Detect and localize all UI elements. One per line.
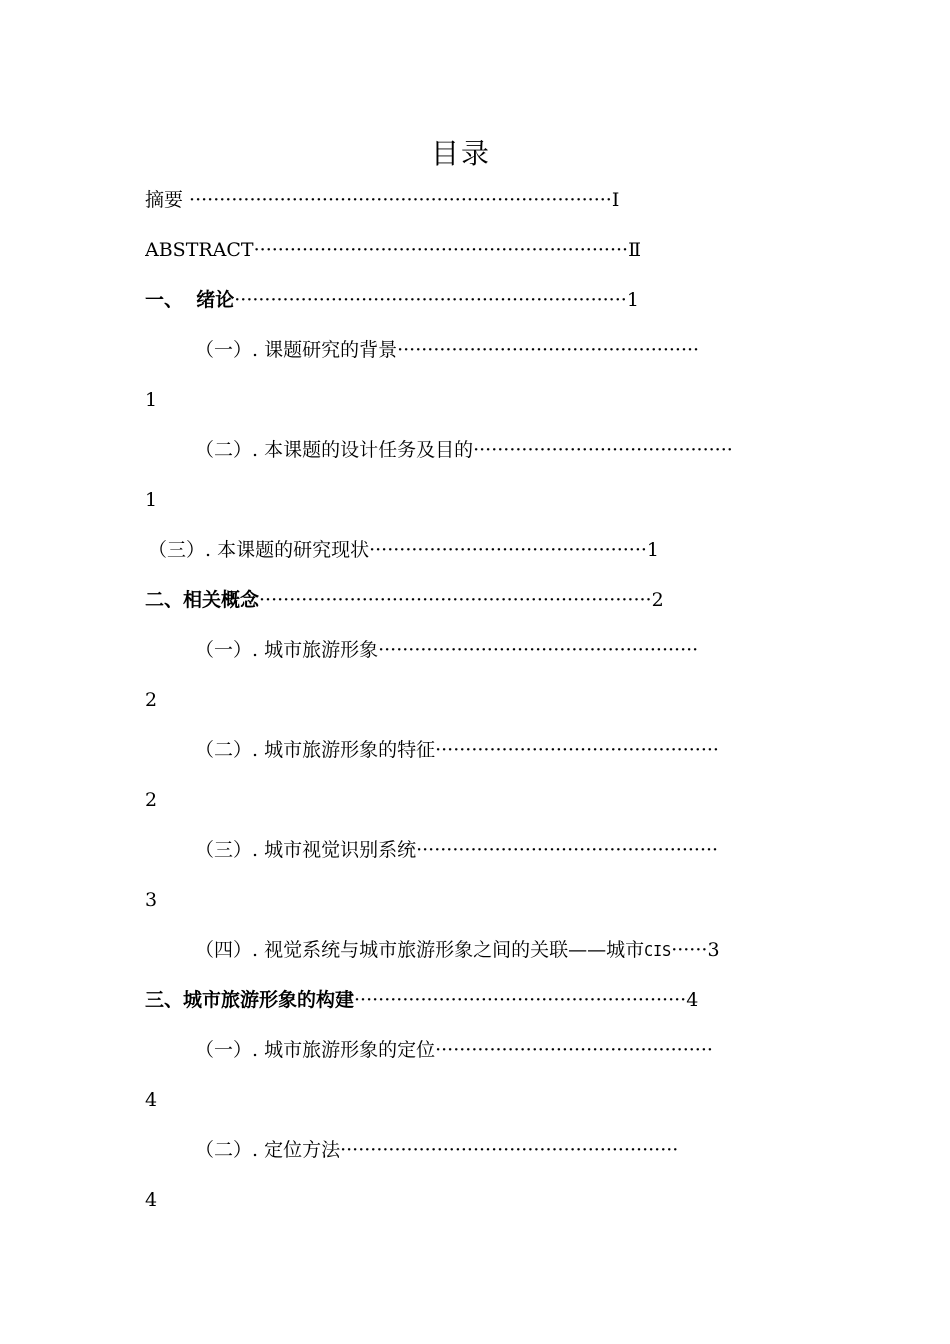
page-number: 3 (707, 939, 720, 961)
toc-entry-chapter-3[interactable] (145, 986, 805, 1014)
leader-dots: ·················································· (397, 339, 700, 361)
page-number: 4 (686, 989, 699, 1011)
toc-entry-label: （二）. 城市旅游形象的特征 (195, 739, 436, 761)
page-number: 2 (145, 689, 158, 711)
toc-entry-label: 三、城市旅游形象的构建 (145, 989, 355, 1011)
leader-dots: ································································· (259, 589, 652, 611)
toc-entry-label: （一）. 课题研究的背景 (195, 339, 398, 361)
leader-dots: ······················································· (354, 989, 687, 1011)
leader-dots: ·············································· (435, 1039, 713, 1061)
page-number: 3 (145, 889, 158, 911)
toc-entry-label: （一）. 城市旅游形象 (195, 639, 379, 661)
toc-title: 目录 (430, 137, 491, 170)
leader-dots: ··········································· (473, 439, 733, 461)
page-number: 2 (651, 589, 664, 611)
toc-entry-abstract-cn[interactable] (145, 186, 800, 214)
page-number: 1 (626, 289, 639, 311)
toc-entry-label: （四）. 视觉系统与城市旅游形象之间的关联——城市 (195, 939, 645, 961)
toc-entry-3-1[interactable] (195, 1036, 805, 1064)
leader-dots: ··············································· (435, 739, 719, 761)
toc-entry-label: （三）. 城市视觉识别系统 (195, 839, 417, 861)
toc-entry-1-2[interactable] (195, 436, 805, 464)
toc-entry-suffix: CIS (644, 942, 672, 960)
toc-entry-2-1[interactable] (195, 636, 805, 664)
toc-entry-label: （一）. 城市旅游形象的定位 (195, 1039, 436, 1061)
page-number: 4 (145, 1089, 158, 1111)
leader-dots: ································································· (234, 289, 627, 311)
toc-entry-label: 摘要 (145, 189, 190, 211)
toc-entry-1-3[interactable] (148, 536, 773, 564)
toc-entry-label: （三）. 本课题的研究现状 (148, 539, 370, 561)
leader-dots: ·············································· (369, 539, 647, 561)
page-number: 1 (646, 539, 660, 561)
page-number: Ⅰ (611, 189, 620, 211)
page-number: 2 (145, 789, 158, 811)
toc-entry-label: （二）. 本课题的设计任务及目的 (195, 439, 474, 461)
toc-entry-1-1[interactable] (195, 336, 805, 364)
page-number: 1 (145, 389, 158, 411)
toc-entry-label: （二）. 定位方法 (195, 1139, 341, 1161)
leader-dots: ························································ (340, 1139, 679, 1161)
page-number: Ⅱ (628, 239, 641, 261)
leader-dots: ····················································· (378, 639, 699, 661)
leader-dots: ······ (671, 939, 708, 961)
leader-dots: ······························································ (253, 239, 629, 261)
leader-dots: ······································································ (189, 189, 612, 211)
toc-entry-3-2[interactable] (195, 1136, 805, 1164)
toc-entry-label: ABSTRACT (145, 239, 254, 261)
toc-entry-2-4[interactable] (195, 936, 810, 964)
toc-entry-2-2[interactable] (195, 736, 805, 764)
toc-entry-abstract-en[interactable] (145, 236, 800, 264)
toc-entry-label: 二、相关概念 (145, 589, 260, 611)
page-number: 1 (145, 489, 158, 511)
toc-entry-label: 一、 绪论 (145, 289, 235, 311)
leader-dots: ·················································· (416, 839, 719, 861)
toc-entry-chapter-1[interactable] (145, 286, 800, 314)
page-number: 4 (145, 1189, 158, 1211)
toc-entry-2-3[interactable] (195, 836, 805, 864)
toc-entry-chapter-2[interactable] (145, 586, 805, 614)
